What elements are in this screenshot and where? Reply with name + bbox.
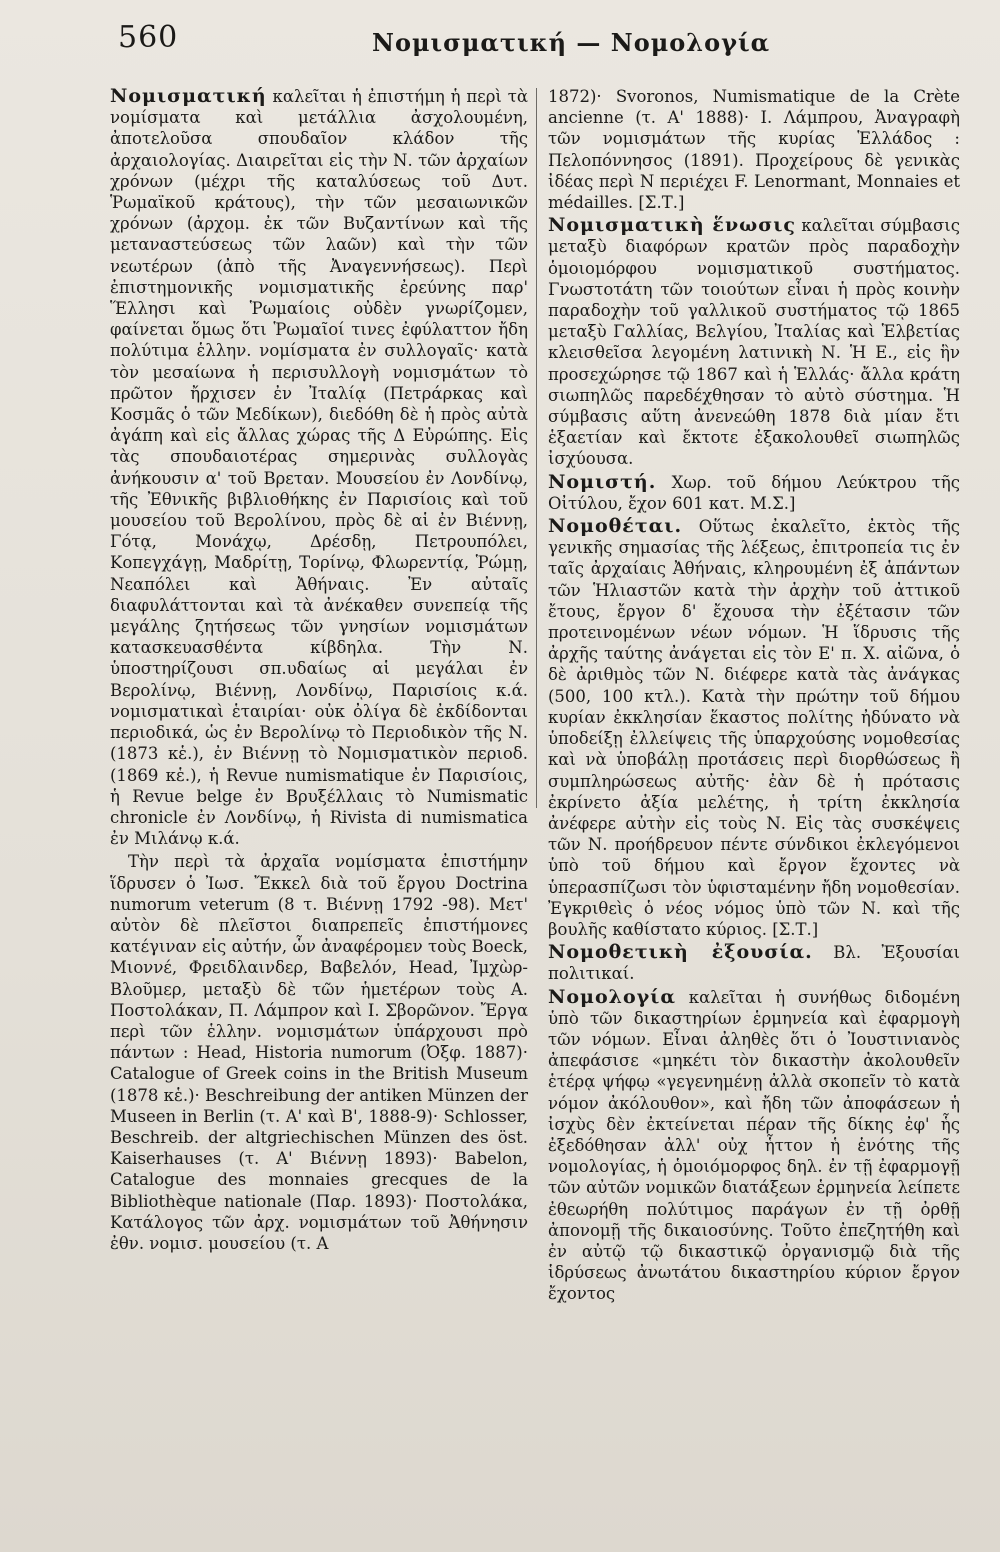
entry-headword: Νομιστή. xyxy=(548,470,657,493)
page-number: 560 xyxy=(118,20,179,55)
left-column xyxy=(110,86,528,1256)
entry-nomismatiki-enosis xyxy=(548,215,960,469)
entry-text: καλεῖται σύμβασις μεταξὺ διαφόρων κρατῶν πρὸς παραδοχὴν ὁμοιομόρφου νομισματικοῦ συστήματος. Γνωστοτάτη τῶν τοιούτων εἶναι ἡ πρὸς κοινὴν παραδοχὴν τοῦ γαλλικοῦ συστήματος τῷ 1865 μεταξὺ Γαλλίας, Βελγίου, Ἰταλίας καὶ Ἑλβετίας κλεισθεῖσα λεγομένη λατινικὴ Ν. Ἡ Ε., εἰς ἣν προσεχώρησε τῷ 1867 καὶ ἡ Ἑλλάς· ἄλλα κράτη σιωπηλῶς παρεδέχθησαν τὸ αὐτὸ σύστημα. Ἡ σύμβασις αὕτη ἀνενεώθη 1878 διὰ μίαν ἔτι ἑξαετίαν καὶ ἔκτοτε ἐξακολουθεῖ σιωπηλῶς ἰσχύουσα. xyxy=(548,216,960,469)
entry-nomothetiki-exousia xyxy=(548,942,960,984)
entry-nomologia xyxy=(548,987,960,1305)
entry-headword: Νομισματικὴ ἕνωσις xyxy=(548,214,796,237)
entry-continuation: 1872)· Svoronos, Numismatique de la Crète ancienne (τ. Α' 1888)· Ι. Λάμπρου, Ἀναγραφὴ τῶν νομισμάτων τῆς κυρίας Ἑλλάδος : Πελοπόννησος (1891). Προχείρους δὲ γενικὰς ἰδέας περὶ Ν περιέχει F. Lenormant, Monnaies et médailles. [Σ.Τ.] xyxy=(548,87,960,213)
entry-headword: Νομισματική xyxy=(110,85,267,107)
entry-text: Χωρ. τοῦ δήμου Λεύκτρου τῆς Οἰτύλου, ἔχον 601 κατ. Μ.Σ.] xyxy=(548,472,960,513)
entry-text: καλεῖται ἡ ἐπιστήμη ἡ περὶ τὰ νομίσματα καὶ μετάλλια ἀσχολουμένη, ἀποτελοῦσα σπουδαῖον κλάδον τῆς ἀρχαιολογίας. Διαιρεῖται εἰς τὴν Ν. τῶν ἀρχαίων χρόνων (μέχρι τῆς καταλύσεως τοῦ Δυτ. Ῥωμαϊκοῦ κράτους), τὴν τῶν μεσαιωνικῶν χρόνων (ἀρχομ. ἐκ τῶν Βυζαντίνων καὶ τῆς μεταναστεύσεως τῶν λαῶν) καὶ τὴν τῶν νεωτέρων (ἀπὸ τῆς Ἀναγεννήσεως). Περὶ ἐπιστημονικῆς νομισματικῆς ἐρεύνης παρ' Ἕλλησι καὶ Ῥωμαίοις οὐδὲν γνωρίζομεν, φαίνεται ὅμως ὅτι Ῥωμαῖοί τινες ἐφύλαττον ἤδη πολύτιμα ἑλλην. νομίσματα ἐν συλλογαῖς· κατὰ τὸν μεσαίωνα ἡ περισυλλογὴ νομισμάτων τὸ πρῶτον ἤρχισεν ἐν Ἰταλίᾳ (Πετράρκας καὶ Κοσμᾶς ὁ τῶν Μεδίκων), διεδόθη δὲ ἡ πρὸς αὐτὰ ἀγάπη καὶ εἰς ἄλλας χώρας τῆς Δ Εὐρώπης. Εἰς τὰς σπουδαιοτέρας σημερινὰς συλλογὰς ἀνήκουσιν α' τοῦ Βρεταν. Μουσείου ἐν Λονδίνῳ, τῆς Ἐθνικῆς βιβλιοθήκης ἐν Παρισίοις καὶ τοῦ μουσείου τοῦ Βερολίνου, πρὸς δὲ αἱ ἐν Βιέννῃ, Γότᾳ, Μονάχῳ, Δρέσδῃ, Πετρουπόλει, Κοπεγχάγῃ, Μαδρίτῃ, Τορίνῳ, Φλωρεντίᾳ, Ῥώμῃ, Νεαπόλει καὶ Ἀθήναις. Ἐν αὐταῖς διαφυλάττονται καὶ τὰ ἀνέκαθεν συνεπείᾳ τῆς μεγάλης ζητήσεως τῶν γνησίων νομισμάτων κατασκευασθέντα κίβδηλα. Τὴν Ν. ὑποστηρίζουσι σπ.υδαίως αἱ μεγάλαι ἐν Βερολίνῳ, Βιέννῃ, Λονδίνῳ, Παρισίοις κ.ά. νομισματικαὶ ἑταιρίαι· οὐκ ὀλίγα δὲ ἐκδίδονται περιοδικά, ὡς ἐν Βερολίνῳ τὸ Περιοδικὸν τῆς Ν. (1873 κἑ.), ἐν Βιέννῃ τὸ Νομισματικὸν περιοδ. (1869 κἑ.), ἡ Revue numismatique ἐν Παρισίοις, ἡ Revue belge ἐν Βρυξέλλαις τὸ Numismatic chronicle ἐν Λονδίνῳ, ἡ Rivista di numismatica ἐν Μιλάνῳ κ.ά. xyxy=(110,87,528,849)
entry-text: Βλ. Ἐξουσίαι πολιτικαί. xyxy=(548,943,960,984)
entry-nomismatiki xyxy=(110,86,528,849)
entry-text: Οὕτως ἐκαλεῖτο, ἐκτὸς τῆς γενικῆς σημασίας τῆς λέξεως, ἐπιτροπεία τις ἐν ταῖς ἀρχαίαις Ἀθήναις, κληρουμένη ἐξ ἁπάντων τῶν Ἡλιαστῶν κατὰ τὴν ἀρχὴν τοῦ ἀττικοῦ ἔτους, ἔργον δ' ἔχουσα τὴν ἐξέτασιν τῶν προτεινομένων νέων νόμων. Ἡ ἵδρυσις τῆς ἀρχῆς ταύτης ἀνάγεται εἰς τὸν Ε' π. Χ. αἰῶνα, ὁ δὲ ἀριθμὸς τῶν Ν. διέφερε κατὰ τὰς ἀνάγκας (500, 100 κτλ.). Κατὰ τὴν πρώτην τοῦ δήμου κυρίαν ἐκκλησίαν ἕκαστος πολίτης ἠδύνατο νὰ ὑποδείξῃ ἐλλείψεις τῆς ὑπαρχούσης νομοθεσίας καὶ νὰ ὑποβάλῃ προτάσεις περὶ διορθώσεως ἢ συμπληρώσεως αὐτῆς· ἐὰν δὲ ἡ πρότασις ἐκρίνετο ἀξία μελέτης, ἡ τρίτη ἐκκλησία ἀνέφερε αὐτὴν εἰς τοὺς Ν. Εἰς τὰς συσκέψεις τῶν Ν. προήδρευον πέντε σύνδικοι ἐκλεγόμενοι ὑπὸ τοῦ δήμου καὶ ἔργον ἔχοντες νὰ ὑπερασπίζωσι τὸν ὑφισταμένην ἤδη νομοθεσίαν. Ἐγκριθεὶς ὁ νέος νόμος ὑπὸ τῶν Ν. καὶ τῆς βουλῆς καθίστατο κύριος. [Σ.Τ.] xyxy=(548,517,960,939)
entry-headword: Νομολογία xyxy=(548,985,676,1008)
entry-nomisti xyxy=(548,472,960,514)
running-head: Νομισματική — Νομολογία xyxy=(372,28,771,57)
right-column xyxy=(548,86,960,1307)
column-divider xyxy=(536,88,537,808)
entry-nomothetai xyxy=(548,516,960,940)
entry-headword: Νομοθέται. xyxy=(548,515,683,538)
entry-paragraph: Τὴν περὶ τὰ ἀρχαῖα νομίσματα ἐπιστήμην ἵδρυσεν ὁ Ἰωσ. Ἔκκελ διὰ τοῦ ἔργου Doctrina numorum veterum (8 τ. Βιέννῃ 1792 -98). Μετ' αὐτὸν δὲ πλεῖστοι διαπρεπεῖς ἐπιστήμονες κατέγιναν εἰς αὐτήν, ὧν ἀναφέρομεν τοὺς Boeck, Μιοννέ, Φρειδλαινδερ, Βαβελόν, Head, Ἰμχὼρ-Βλοῦμερ, μεταξὺ δὲ τῶν ἡμετέρων τοὺς Α. Ποστολάκαν, Π. Λάμπρον καὶ Ι. Σβορῶνον. Ἔργα περὶ τῶν ἑλλην. νομισμάτων ὑπάρχουσι πρὸ πάντων : Head, Historia numorum (Ὀξφ. 1887)· Catalogue of Greek coins in the British Museum (1878 κἑ.)· Beschreibung der antiken Münzen der Museen in Berlin (τ. Α' καὶ Β', 1888-9)· Schlosser, Beschreib. der altgriechischen Münzen des öst. Kaiserhauses (τ. Α' Βιέννῃ 1893)· Babelon, Catalogue des monnaies grecques de la Bibliothèque nationale (Παρ. 1893)· Ποστολάκα, Κατάλογος τῶν ἀρχ. νομισμάτων τοῦ Ἀθήνησιν ἐθν. νομισ. μουσείου (τ. Α xyxy=(110,852,528,1253)
entry-text: καλεῖται ἡ συνήθως διδομένη ὑπὸ τῶν δικαστηρίων ἑρμηνεία καὶ ἐφαρμογὴ τῶν νόμων. Εἶναι ἀληθὲς ὅτι ὁ Ἰουστινιανὸς ἀπεφάσισε «μηκέτι τὸν δικαστὴν ἀκολουθεῖν ἑτέρᾳ ψήφῳ «γεγενημένῃ ἀλλὰ σκοπεῖν τὸ κατὰ νόμον ἀκόλουθον», καὶ ἤδη τῶν ἀποφάσεων ἡ ἰσχὺς δὲν ἐκτείνεται πέραν τῆς δίκης ἐφ' ἧς ἐξεδόθησαν ἀλλ' οὐχ ἧττον ἡ ἑνότης τῆς νομολογίας, ἡ ὁμοιόμορφος δηλ. ἐν τῇ ἐφαρμογῇ τῶν αὐτῶν νομικῶν διατάξεων ἑρμηνεία λείπετε ἐθεωρήθη πολύτιμος παράγων ἐν τῇ ὀρθῇ ἀπονομῇ τῆς δικαιοσύνης. Τοῦτο ἐπεζητήθη καὶ ἐν αὐτῷ τῷ δικαστικῷ ὀργανισμῷ διὰ τῆς ἱδρύσεως ἀνωτάτου δικαστηρίου κύριον ἔργον ἔχοντος xyxy=(548,987,960,1304)
entry-headword: Νομοθετικὴ ἐξουσία. xyxy=(548,941,813,964)
